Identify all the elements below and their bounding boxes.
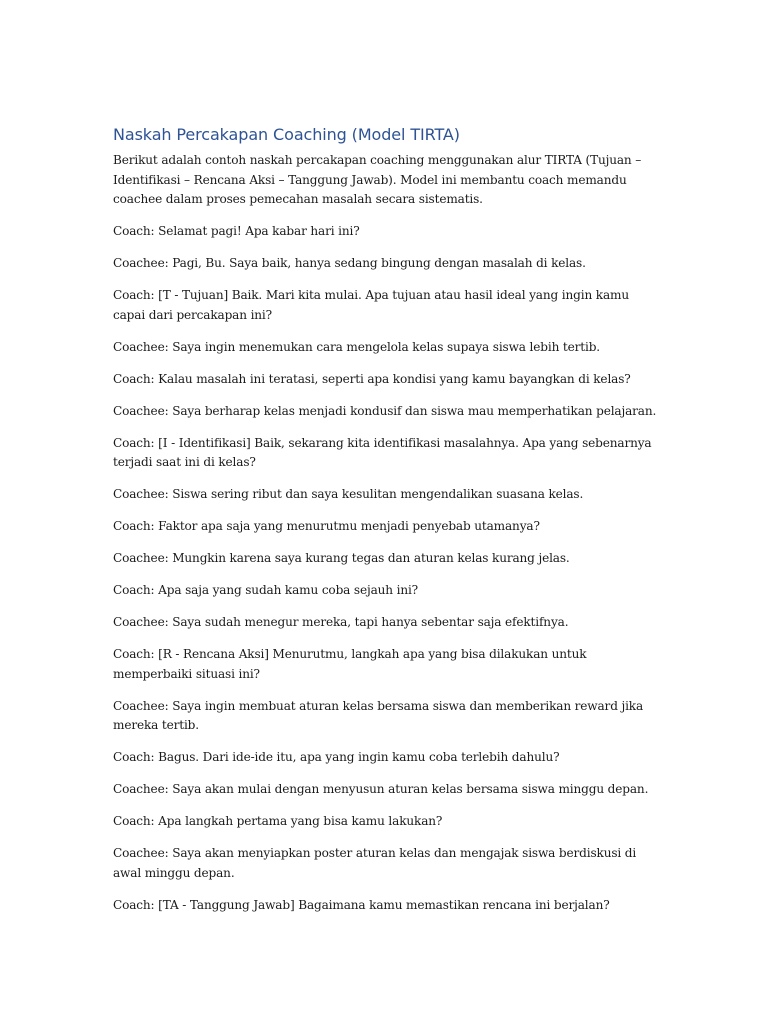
intro-paragraph: Berikut adalah contoh naskah percakapan coaching menggunakan alur TIRTA (Tujuan – Identifikasi – Rencana Aksi – Tanggung Jawab). Model ini membantu coach memandu coachee dalam proses pemecahan masalah secara sistematis. (113, 153, 642, 206)
dialogue-line: Coachee: Pagi, Bu. Saya baik, hanya sedang bingung dengan masalah di kelas. (113, 256, 586, 270)
dialogue-line: Coachee: Saya ingin membuat aturan kelas bersama siswa dan memberikan reward jika mereka tertib. (113, 698, 644, 732)
dialogue-line: Coach: [I - Identifikasi] Baik, sekarang kita identifikasi masalahnya. Apa yang sebenarnya terjadi saat ini di kelas? (113, 435, 652, 469)
dialogue-line: Coach: Selamat pagi! Apa kabar hari ini? (113, 224, 360, 238)
dialogue-line: Coach: Apa langkah pertama yang bisa kamu lakukan? (113, 814, 443, 828)
dialogue-line: Coach: Faktor apa saja yang menurutmu menjadi penyebab utamanya? (113, 519, 540, 533)
dialogue-line: Coach: [TA - Tanggung Jawab] Bagaimana kamu memastikan rencana ini berjalan? (113, 897, 610, 912)
dialogue-line: Coach: Bagus. Dari ide-ide itu, apa yang ingin kamu coba terlebih dahulu? (113, 750, 560, 764)
dialogue-line: Coachee: Mungkin karena saya kurang tegas dan aturan kelas kurang jelas. (113, 551, 570, 565)
dialogue-line: Coach: [R - Rencana Aksi] Menurutmu, langkah apa yang bisa dilakukan untuk memperbaiki situasi ini? (113, 647, 587, 681)
dialogue-line: Coachee: Saya ingin menemukan cara mengelola kelas supaya siswa lebih tertib. (113, 339, 600, 354)
dialogue-line: Coachee: Saya akan menyiapkan poster aturan kelas dan mengajak siswa berdiskusi di awal minggu depan. (113, 846, 637, 880)
dialogue-line: Coach: Kalau masalah ini teratasi, seperti apa kondisi yang kamu bayangkan di kelas? (113, 371, 631, 386)
dialogue-line: Coachee: Siswa sering ribut dan saya kesulitan mengendalikan suasana kelas. (113, 487, 584, 501)
document-page (113, 124, 658, 928)
dialogue-line: Coach: [T - Tujuan] Baik. Mari kita mulai. Apa tujuan atau hasil ideal yang ingin kamu capai dari percakapan ini? (113, 288, 629, 322)
dialogue-line: Coachee: Saya berharap kelas menjadi kondusif dan siswa mau memperhatikan pelajaran. (113, 403, 657, 418)
dialogue-line: Coach: Apa saja yang sudah kamu coba sejauh ini? (113, 583, 419, 597)
dialogue-line: Coachee: Saya akan mulai dengan menyusun aturan kelas bersama siswa minggu depan. (113, 782, 649, 796)
dialogue-line: Coachee: Saya sudah menegur mereka, tapi hanya sebentar saja efektifnya. (113, 615, 569, 629)
document-title: Naskah Percakapan Coaching (Model TIRTA) (113, 125, 460, 144)
